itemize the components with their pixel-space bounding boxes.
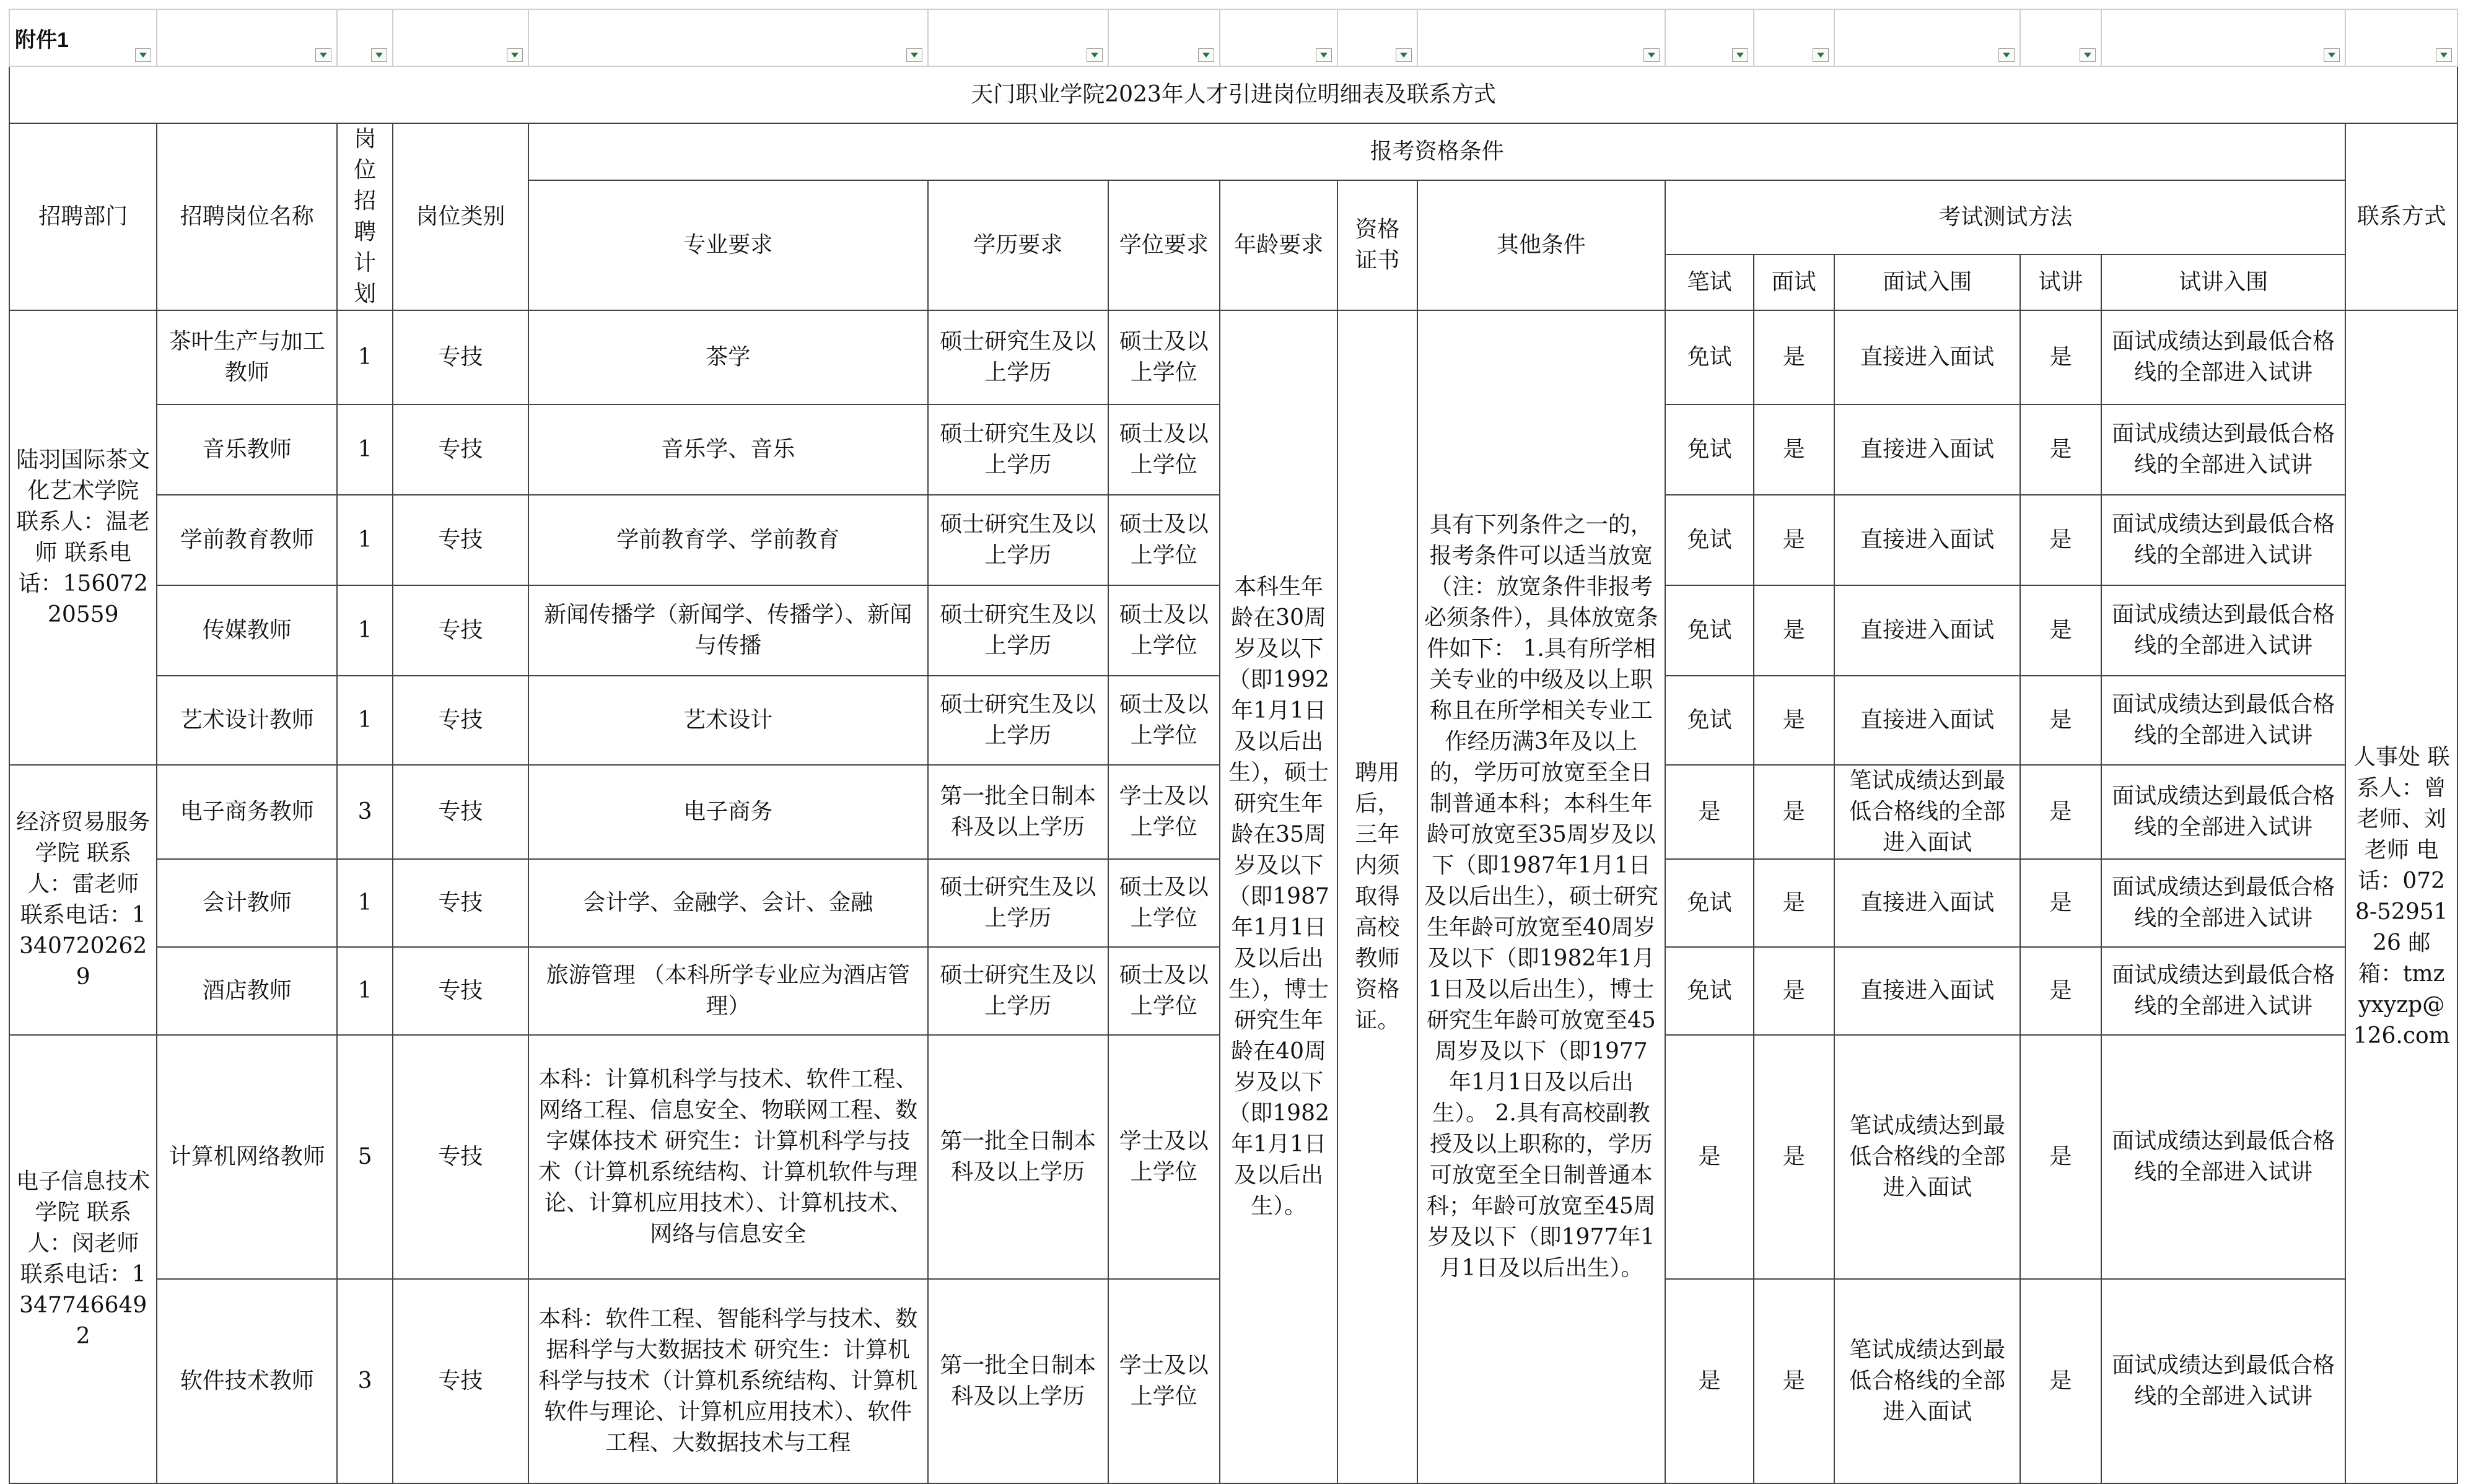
education-cell: 硕士研究生及以上学历 — [928, 310, 1108, 404]
header-certificate: 资格证书 — [1337, 180, 1417, 310]
degree-cell: 硕士及以上学位 — [1108, 310, 1220, 404]
header-lecture: 试讲 — [2020, 255, 2101, 310]
education-cell: 硕士研究生及以上学历 — [928, 947, 1108, 1035]
lecture-entry-cell: 面试成绩达到最低合格线的全部进入试讲 — [2101, 676, 2346, 765]
major-cell: 学前教育学、学前教育 — [528, 495, 928, 585]
plan-cell: 1 — [337, 495, 393, 585]
lecture-cell: 是 — [2020, 585, 2101, 676]
position-cell: 酒店教师 — [157, 947, 337, 1035]
degree-cell: 硕士及以上学位 — [1108, 585, 1220, 676]
lecture-cell: 是 — [2020, 947, 2101, 1035]
header-row-1 — [9, 123, 2457, 180]
header-age: 年龄要求 — [1220, 180, 1337, 310]
position-cell: 会计教师 — [157, 859, 337, 947]
category-cell: 专技 — [393, 947, 528, 1035]
header-interview-entry: 面试入围 — [1834, 255, 2021, 310]
plan-cell: 1 — [337, 676, 393, 765]
interview-entry-cell: 直接进入面试 — [1834, 676, 2021, 765]
filter-dropdown-icon[interactable] — [371, 48, 387, 62]
header-lecture-entry: 试讲入围 — [2101, 255, 2346, 310]
table-title: 天门职业学院2023年人才引进岗位明细表及联系方式 — [9, 66, 2457, 123]
filter-row — [9, 9, 2457, 66]
interview-cell: 是 — [1754, 404, 1834, 495]
certificate-cell: 聘用后，三年内须取得高校教师资格证。 — [1337, 310, 1417, 1483]
filter-cell — [1665, 9, 1753, 66]
education-cell: 硕士研究生及以上学历 — [928, 404, 1108, 495]
filter-dropdown-icon[interactable] — [1316, 48, 1332, 62]
degree-cell: 硕士及以上学位 — [1108, 404, 1220, 495]
header-interview: 面试 — [1754, 255, 1834, 310]
education-cell: 第一批全日制本科及以上学历 — [928, 765, 1108, 859]
education-cell: 硕士研究生及以上学历 — [928, 495, 1108, 585]
category-cell: 专技 — [393, 859, 528, 947]
filter-dropdown-icon[interactable] — [1396, 48, 1412, 62]
header-exam-method: 考试测试方法 — [1665, 180, 2345, 255]
spreadsheet — [9, 9, 2458, 1484]
interview-entry-cell: 直接进入面试 — [1834, 947, 2021, 1035]
position-cell: 计算机网络教师 — [157, 1035, 337, 1279]
lecture-cell: 是 — [2020, 765, 2101, 859]
filter-dropdown-icon[interactable] — [507, 48, 523, 62]
position-cell: 传媒教师 — [157, 585, 337, 676]
written-cell: 免试 — [1665, 676, 1753, 765]
major-cell: 电子商务 — [528, 765, 928, 859]
education-cell: 硕士研究生及以上学历 — [928, 676, 1108, 765]
major-cell: 茶学 — [528, 310, 928, 404]
lecture-entry-cell: 面试成绩达到最低合格线的全部进入试讲 — [2101, 585, 2346, 676]
interview-cell: 是 — [1754, 495, 1834, 585]
major-cell: 会计学、金融学、会计、金融 — [528, 859, 928, 947]
lecture-cell: 是 — [2020, 495, 2101, 585]
plan-cell: 1 — [337, 947, 393, 1035]
filter-cell — [1220, 9, 1337, 66]
plan-cell: 1 — [337, 859, 393, 947]
table-row — [9, 310, 2457, 404]
dept-cell: 电子信息技术学院 联系人：闵老师 联系电话：13477466492 — [9, 1035, 157, 1483]
written-cell: 是 — [1665, 1279, 1753, 1483]
lecture-entry-cell: 面试成绩达到最低合格线的全部进入试讲 — [2101, 310, 2346, 404]
position-cell: 电子商务教师 — [157, 765, 337, 859]
filter-dropdown-icon[interactable] — [1087, 48, 1103, 62]
major-cell: 新闻传播学（新闻学、传播学）、新闻与传播 — [528, 585, 928, 676]
interview-cell: 是 — [1754, 859, 1834, 947]
degree-cell: 学士及以上学位 — [1108, 1035, 1220, 1279]
header-education: 学历要求 — [928, 180, 1108, 310]
interview-entry-cell: 直接进入面试 — [1834, 310, 2021, 404]
education-cell: 硕士研究生及以上学历 — [928, 859, 1108, 947]
header-position: 招聘岗位名称 — [157, 123, 337, 310]
filter-dropdown-icon[interactable] — [135, 48, 151, 62]
lecture-entry-cell: 面试成绩达到最低合格线的全部进入试讲 — [2101, 1035, 2346, 1279]
dept-cell: 经济贸易服务学院 联系人：雷老师 联系电话：13407202629 — [9, 765, 157, 1035]
position-cell: 学前教育教师 — [157, 495, 337, 585]
plan-cell: 5 — [337, 1035, 393, 1279]
written-cell: 是 — [1665, 1035, 1753, 1279]
lecture-cell: 是 — [2020, 1279, 2101, 1483]
lecture-cell: 是 — [2020, 859, 2101, 947]
header-plan: 岗位招聘计划 — [337, 123, 393, 310]
major-cell: 本科：软件工程、智能科学与技术、数据科学与大数据技术 研究生：计算机科学与技术（计算机系统结构、计算机软件与理论、计算机应用技术）、软件工程、大数据技术与工程 — [528, 1279, 928, 1483]
age-cell: 本科生年龄在30周岁及以下（即1992年1月1日及以后出生），硕士研究生年龄在35周岁及以下（即1987年1月1日及以后出生），博士研究生年龄在40周岁及以下（即1982年1月1日及以后出生）。 — [1220, 310, 1337, 1483]
filter-dropdown-icon[interactable] — [2436, 48, 2452, 62]
written-cell: 免试 — [1665, 404, 1753, 495]
plan-cell: 1 — [337, 585, 393, 676]
filter-cell — [2020, 9, 2101, 66]
title-row — [9, 66, 2457, 123]
filter-cell — [1108, 9, 1220, 66]
filter-dropdown-icon[interactable] — [315, 48, 331, 62]
lecture-cell: 是 — [2020, 1035, 2101, 1279]
interview-cell: 是 — [1754, 310, 1834, 404]
filter-dropdown-icon[interactable] — [2080, 48, 2096, 62]
written-cell: 免试 — [1665, 495, 1753, 585]
filter-cell — [1834, 9, 2021, 66]
dept-cell: 陆羽国际茶文化艺术学院 联系人：温老师 联系电话：15607220559 — [9, 310, 157, 765]
education-cell: 第一批全日制本科及以上学历 — [928, 1035, 1108, 1279]
lecture-cell: 是 — [2020, 310, 2101, 404]
interview-entry-cell: 直接进入面试 — [1834, 585, 2021, 676]
degree-cell: 硕士及以上学位 — [1108, 859, 1220, 947]
major-cell: 旅游管理 （本科所学专业应为酒店管理） — [528, 947, 928, 1035]
category-cell: 专技 — [393, 1279, 528, 1483]
category-cell: 专技 — [393, 585, 528, 676]
position-cell: 茶叶生产与加工教师 — [157, 310, 337, 404]
category-cell: 专技 — [393, 404, 528, 495]
header-contact: 联系方式 — [2345, 123, 2457, 310]
category-cell: 专技 — [393, 495, 528, 585]
lecture-entry-cell: 面试成绩达到最低合格线的全部进入试讲 — [2101, 495, 2346, 585]
lecture-entry-cell: 面试成绩达到最低合格线的全部进入试讲 — [2101, 404, 2346, 495]
interview-cell: 是 — [1754, 1035, 1834, 1279]
interview-entry-cell: 直接进入面试 — [1834, 404, 2021, 495]
interview-cell: 是 — [1754, 1279, 1834, 1483]
interview-entry-cell: 直接进入面试 — [1834, 859, 2021, 947]
filter-cell — [9, 9, 157, 66]
filter-cell — [1417, 9, 1666, 66]
lecture-cell: 是 — [2020, 404, 2101, 495]
category-cell: 专技 — [393, 1035, 528, 1279]
position-cell: 音乐教师 — [157, 404, 337, 495]
plan-cell: 3 — [337, 1279, 393, 1483]
written-cell: 免试 — [1665, 947, 1753, 1035]
degree-cell: 硕士及以上学位 — [1108, 676, 1220, 765]
written-cell: 免试 — [1665, 585, 1753, 676]
other-conditions-cell: 具有下列条件之一的，报考条件可以适当放宽（注：放宽条件非报考必须条件），具体放宽条件如下： 1.具有所学相关专业的中级及以上职称且在所学相关专业工作经历满3年及以上的，学历可放宽至全日制普通本科；本科生年龄可放宽至35周岁及以下（即1987年1月1日及以后出生），硕士研究生年龄可放宽至40周岁及以下（即1982年1月1日及以后出生），博士研究生年龄可放宽至45周岁及以下（即1977年1月1日及以后出生）。 2.具有高校副教授及以上职称的，学历可放宽至全日制普通本科；年龄可放宽至45周岁及以下（即1977年1月1日及以后出生）。 — [1417, 310, 1666, 1483]
written-cell: 是 — [1665, 765, 1753, 859]
lecture-entry-cell: 面试成绩达到最低合格线的全部进入试讲 — [2101, 1279, 2346, 1483]
category-cell: 专技 — [393, 310, 528, 404]
interview-cell: 是 — [1754, 947, 1834, 1035]
degree-cell: 学士及以上学位 — [1108, 765, 1220, 859]
category-cell: 专技 — [393, 765, 528, 859]
degree-cell: 硕士及以上学位 — [1108, 947, 1220, 1035]
filter-cell — [928, 9, 1108, 66]
degree-cell: 学士及以上学位 — [1108, 1279, 1220, 1483]
filter-cell — [157, 9, 337, 66]
written-cell: 免试 — [1665, 310, 1753, 404]
filter-dropdown-icon[interactable] — [1813, 48, 1829, 62]
major-cell: 艺术设计 — [528, 676, 928, 765]
interview-entry-cell: 笔试成绩达到最低合格线的全部进入面试 — [1834, 1279, 2021, 1483]
filter-cell — [1754, 9, 1834, 66]
education-cell: 硕士研究生及以上学历 — [928, 585, 1108, 676]
filter-cell — [2101, 9, 2346, 66]
filter-cell — [393, 9, 528, 66]
lecture-entry-cell: 面试成绩达到最低合格线的全部进入试讲 — [2101, 765, 2346, 859]
interview-entry-cell: 笔试成绩达到最低合格线的全部进入面试 — [1834, 1035, 2021, 1279]
contact-cell: 人事处 联系人：曾老师、刘老师 电话：0728-5295126 邮箱：tmzyxyzp@126.com — [2345, 310, 2457, 1483]
plan-cell: 1 — [337, 310, 393, 404]
filter-dropdown-icon[interactable] — [1643, 48, 1660, 62]
attachment-label: 附件1 — [15, 28, 69, 52]
interview-cell: 是 — [1754, 585, 1834, 676]
interview-cell: 是 — [1754, 676, 1834, 765]
filter-cell — [337, 9, 393, 66]
filter-cell — [2345, 9, 2457, 66]
filter-dropdown-icon[interactable] — [1998, 48, 2015, 62]
header-dept: 招聘部门 — [9, 123, 157, 310]
category-cell: 专技 — [393, 676, 528, 765]
written-cell: 免试 — [1665, 859, 1753, 947]
filter-dropdown-icon[interactable] — [1198, 48, 1214, 62]
filter-cell — [528, 9, 928, 66]
interview-cell: 是 — [1754, 765, 1834, 859]
header-conditions: 报考资格条件 — [528, 123, 2346, 180]
filter-dropdown-icon[interactable] — [1732, 48, 1748, 62]
major-cell: 音乐学、音乐 — [528, 404, 928, 495]
filter-cell — [1337, 9, 1417, 66]
position-cell: 艺术设计教师 — [157, 676, 337, 765]
interview-entry-cell: 直接进入面试 — [1834, 495, 2021, 585]
lecture-entry-cell: 面试成绩达到最低合格线的全部进入试讲 — [2101, 859, 2346, 947]
filter-dropdown-icon[interactable] — [906, 48, 922, 62]
recruitment-table — [9, 9, 2458, 1484]
major-cell: 本科：计算机科学与技术、软件工程、网络工程、信息安全、物联网工程、数字媒体技术 研究生：计算机科学与技术（计算机系统结构、计算机软件与理论、计算机应用技术）、计算机技术、网络与信息安全 — [528, 1035, 928, 1279]
header-other: 其他条件 — [1417, 180, 1666, 310]
lecture-entry-cell: 面试成绩达到最低合格线的全部进入试讲 — [2101, 947, 2346, 1035]
header-degree: 学位要求 — [1108, 180, 1220, 310]
degree-cell: 硕士及以上学位 — [1108, 495, 1220, 585]
plan-cell: 1 — [337, 404, 393, 495]
position-cell: 软件技术教师 — [157, 1279, 337, 1483]
plan-cell: 3 — [337, 765, 393, 859]
interview-entry-cell: 笔试成绩达到最低合格线的全部进入面试 — [1834, 765, 2021, 859]
education-cell: 第一批全日制本科及以上学历 — [928, 1279, 1108, 1483]
header-category: 岗位类别 — [393, 123, 528, 310]
header-major: 专业要求 — [528, 180, 928, 310]
header-written: 笔试 — [1665, 255, 1753, 310]
filter-dropdown-icon[interactable] — [2324, 48, 2340, 62]
lecture-cell: 是 — [2020, 676, 2101, 765]
